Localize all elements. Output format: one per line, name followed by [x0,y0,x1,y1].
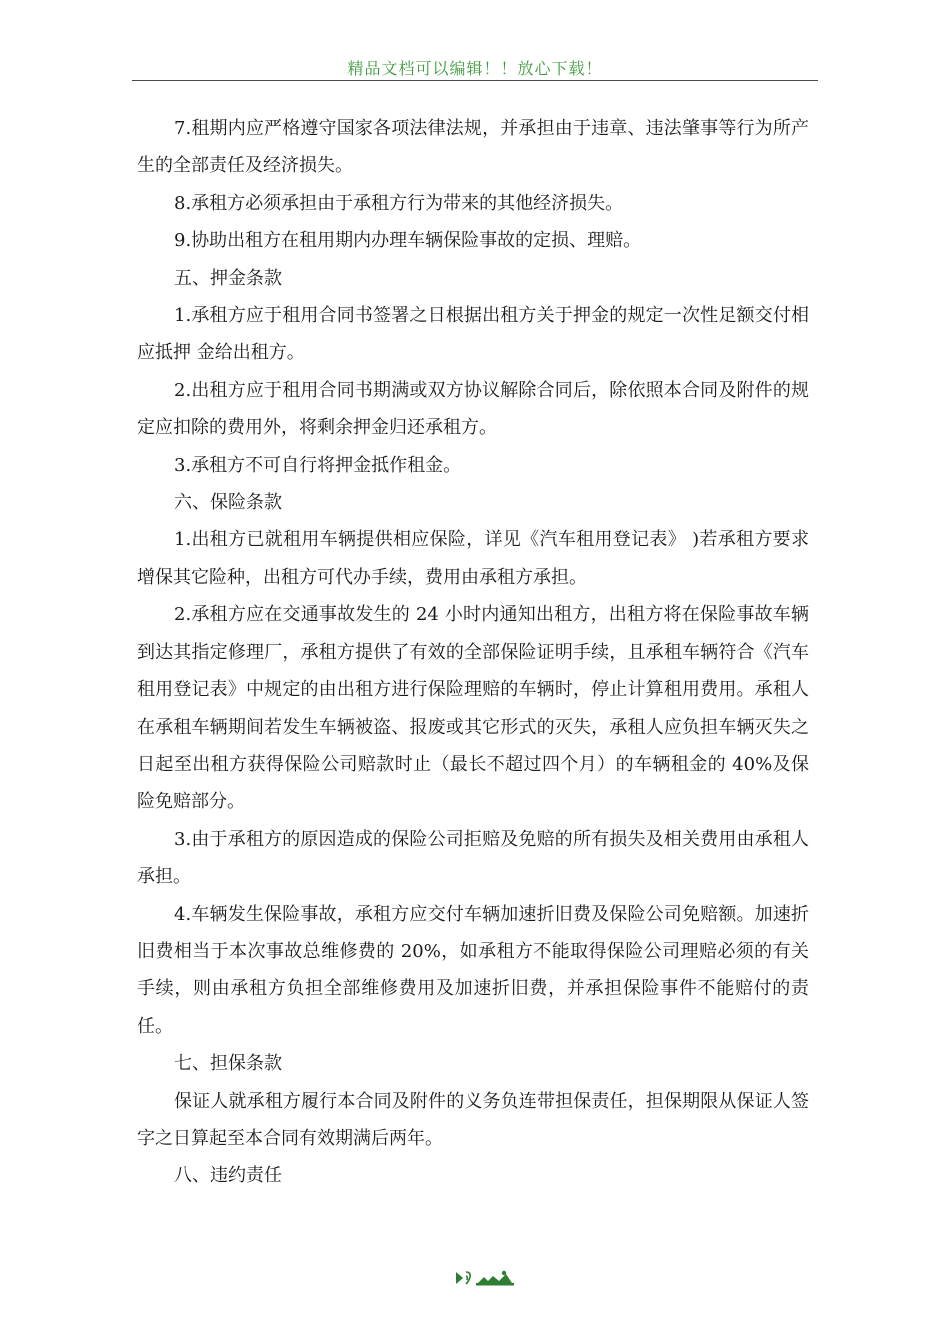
paragraph: 2.出租方应于租用合同书期满或双方协议解除合同后，除依照本合同及附件的规定应扣除的费用外，将剩余押金归还承租方。 [137,379,809,439]
paragraph: 4.车辆发生保险事故，承租方应交付车辆加速折旧费及保险公司免赔额。加速折旧费相当于本次事故总维修费的 20%，如承租方不能取得保险公司理赔必须的有关手续，则由承租方负担全部维修费用及加速折旧费，并承担保险事件不能赔付的责任。 [137,903,809,1037]
paragraph: 8.承租方必须承担由于承租方行为带来的其他经济损失。 [174,192,624,214]
paragraph: 7.租期内应严格遵守国家各项法律法规，并承担由于违章、违法肇事等行为所产生的全部责任及经济损失。 [137,118,809,177]
header-divider [132,80,818,81]
section-heading: 五、押金条款 [174,267,282,289]
section-heading: 六、保险条款 [174,492,282,514]
paragraph: 1.承租方应于租用合同书签署之日根据出租方关于押金的规定一次性足额交付相应抵押 金给出租方。 [137,305,809,364]
paragraph: 3.由于承租方的原因造成的保险公司拒赔及免赔的所有损失及相关费用由承租人承担。 [137,828,809,888]
paragraph: 9.协助出租方在租用期内办理车辆保险事故的定损、理赔。 [174,230,642,252]
paragraph: 1.出租方已就租用车辆提供相应保险，详见《汽车租用登记表》 )若承租方要求增保其它险种，出租方可代办手续，费用由承租方承担。 [137,529,809,588]
footer-emblem-icon [454,1268,516,1288]
section-heading: 七、担保条款 [174,1053,282,1075]
section-heading: 八、违约责任 [174,1165,282,1187]
page-header-banner: 精品文档可以编辑！！放心下载！ [347,59,603,78]
paragraph: 保证人就承租方履行本合同及附件的义务负连带担保责任，担保期限从保证人签字之日算起至本合同有效期满后两年。 [137,1090,809,1149]
paragraph: 3.承租方不可自行将押金抵作租金。 [174,454,462,476]
document-body [137,110,809,1195]
paragraph: 2.承租方应在交通事故发生的 24 小时内通知出租方，出租方将在保险事故车辆到达其指定修理厂，承租方提供了有效的全部保险证明手续，且承租车辆符合《汽车租用登记表》中规定的由出租方进行保险理赔的车辆时，停止计算租用费用。承租人在承租车辆期间若发生车辆被盗、报废或其它形式的灭失，承租人应负担车辆灭失之日起至出租方获得保险公司赔款时止（最长不超过四个月）的车辆租金的 40%及保险免赔部分。 [137,604,809,813]
